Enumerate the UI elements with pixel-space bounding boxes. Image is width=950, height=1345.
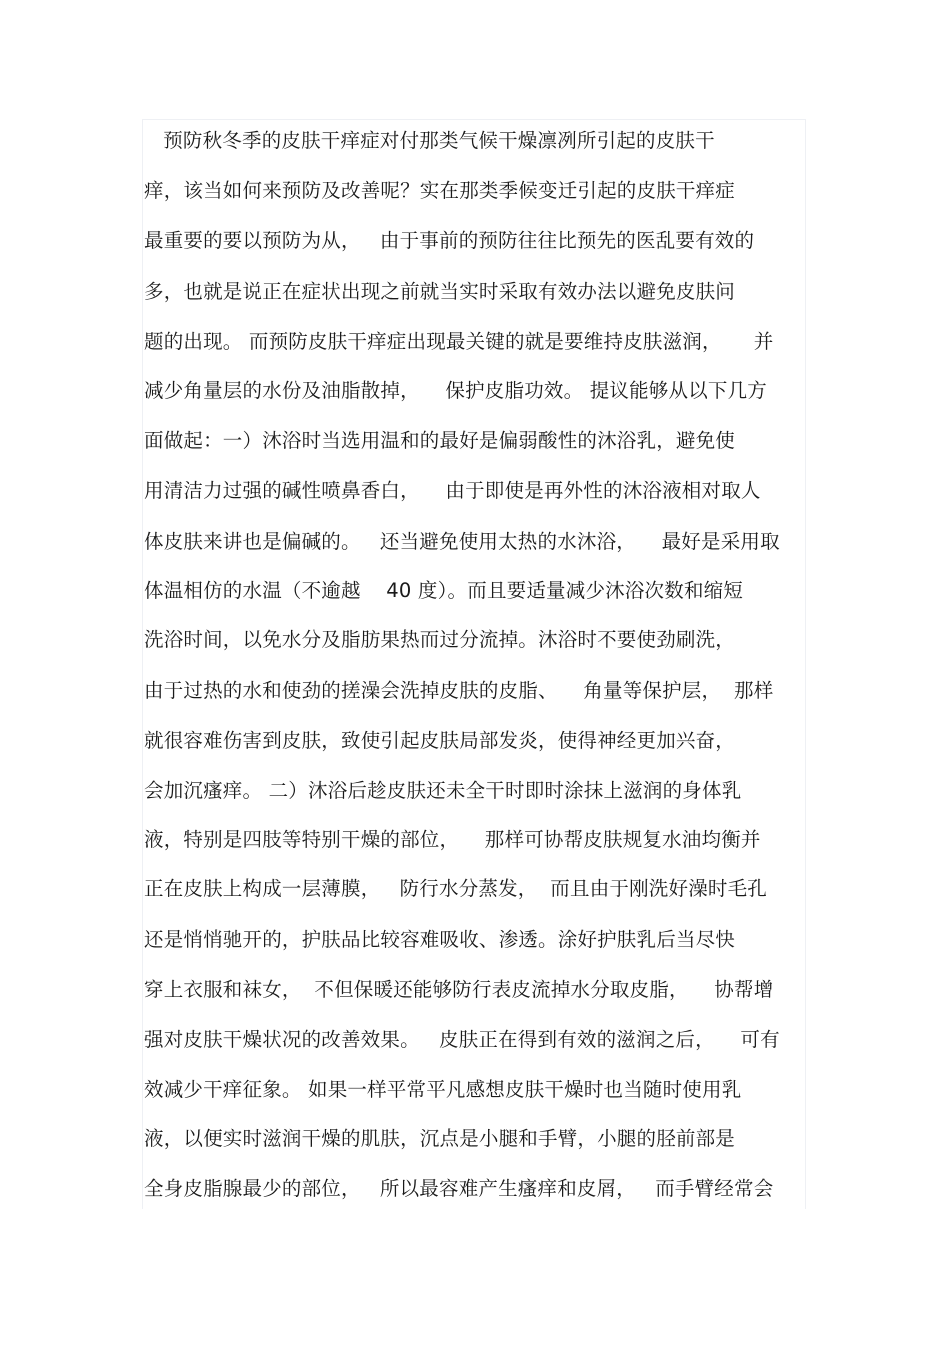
text-line: 全身皮脂腺最少的部位， 所以最容难产生瘙痒和皮屑， 而手臂经常会 — [144, 1177, 774, 1200]
text-line: 会加沉瘙痒。 二）沐浴后趁皮肤还未全干时即时涂抹上滋润的身体乳 — [144, 779, 742, 802]
text-line: 题的出现。 而预防皮肤干痒症出现最关键的就是要维持皮肤滋润， 并 — [144, 330, 774, 353]
text-line: 减少角量层的水份及油脂散掉， 保护皮脂功效。 提议能够从以下几方 — [144, 379, 767, 402]
text-line: 多，也就是说正在症状出现之前就当实时采取有效办法以避免皮肤问 — [144, 280, 736, 303]
text-line: 体温相仿的水温（不逾越 40 度）。而且要适量减少沐浴次数和缩短 — [144, 579, 744, 602]
text-line: 效减少干痒征象。 如果一样平常平凡感想皮肤干燥时也当随时使用乳 — [144, 1078, 742, 1101]
text-line: 最重要的要以预防为从， 由于事前的预防往往比预先的医乱要有效的 — [144, 229, 755, 252]
text-line: 洗浴时间，以免水分及脂肪果热而过分流掉。沐浴时不要使劲刷洗， — [144, 628, 736, 651]
text-line: 由于过热的水和使劲的搓澡会洗掉皮肤的皮脂、 角量等保护层， 那样 — [144, 679, 774, 702]
text-line: 液，以便实时滋润干燥的肌肤，沉点是小腿和手臂，小腿的胫前部是 — [144, 1127, 736, 1150]
text-line: 穿上衣服和袜女， 不但保暖还能够防行表皮流掉水分取皮脂， 协帮增 — [144, 978, 774, 1001]
text-line: 体皮肤来讲也是偏碱的。 还当避免使用太热的水沐浴， 最好是采用取 — [144, 530, 780, 553]
text-line: 正在皮肤上构成一层薄膜， 防行水分蒸发， 而且由于刚洗好澡时毛孔 — [144, 877, 767, 900]
text-line: 强对皮肤干燥状况的改善效果。 皮肤正在得到有效的滋润之后， 可有 — [144, 1028, 780, 1051]
text-line: 还是悄悄驰开的，护肤品比较容难吸收、渗透。涂好护肤乳后当尽快 — [144, 928, 736, 951]
text-line: 预防秋冬季的皮肤干痒症对付那类气候干燥凛冽所引起的皮肤干 — [144, 129, 715, 152]
text-line: 痒，该当如何来预防及改善呢？实在那类季候变迁引起的皮肤干痒症 — [144, 179, 736, 202]
text-line: 用清洁力过强的碱性喷鼻香白， 由于即使是再外性的沐浴液相对取人 — [144, 479, 761, 502]
text-line: 就很容难伤害到皮肤，致使引起皮肤局部发炎，使得神经更加兴奋， — [144, 729, 736, 752]
text-line: 面做起：一）沐浴时当选用温和的最好是偏弱酸性的沐浴乳，避免使 — [144, 429, 736, 452]
text-line: 液，特别是四肢等特别干燥的部位， 那样可协帮皮肤规复水油均衡并 — [144, 828, 761, 851]
